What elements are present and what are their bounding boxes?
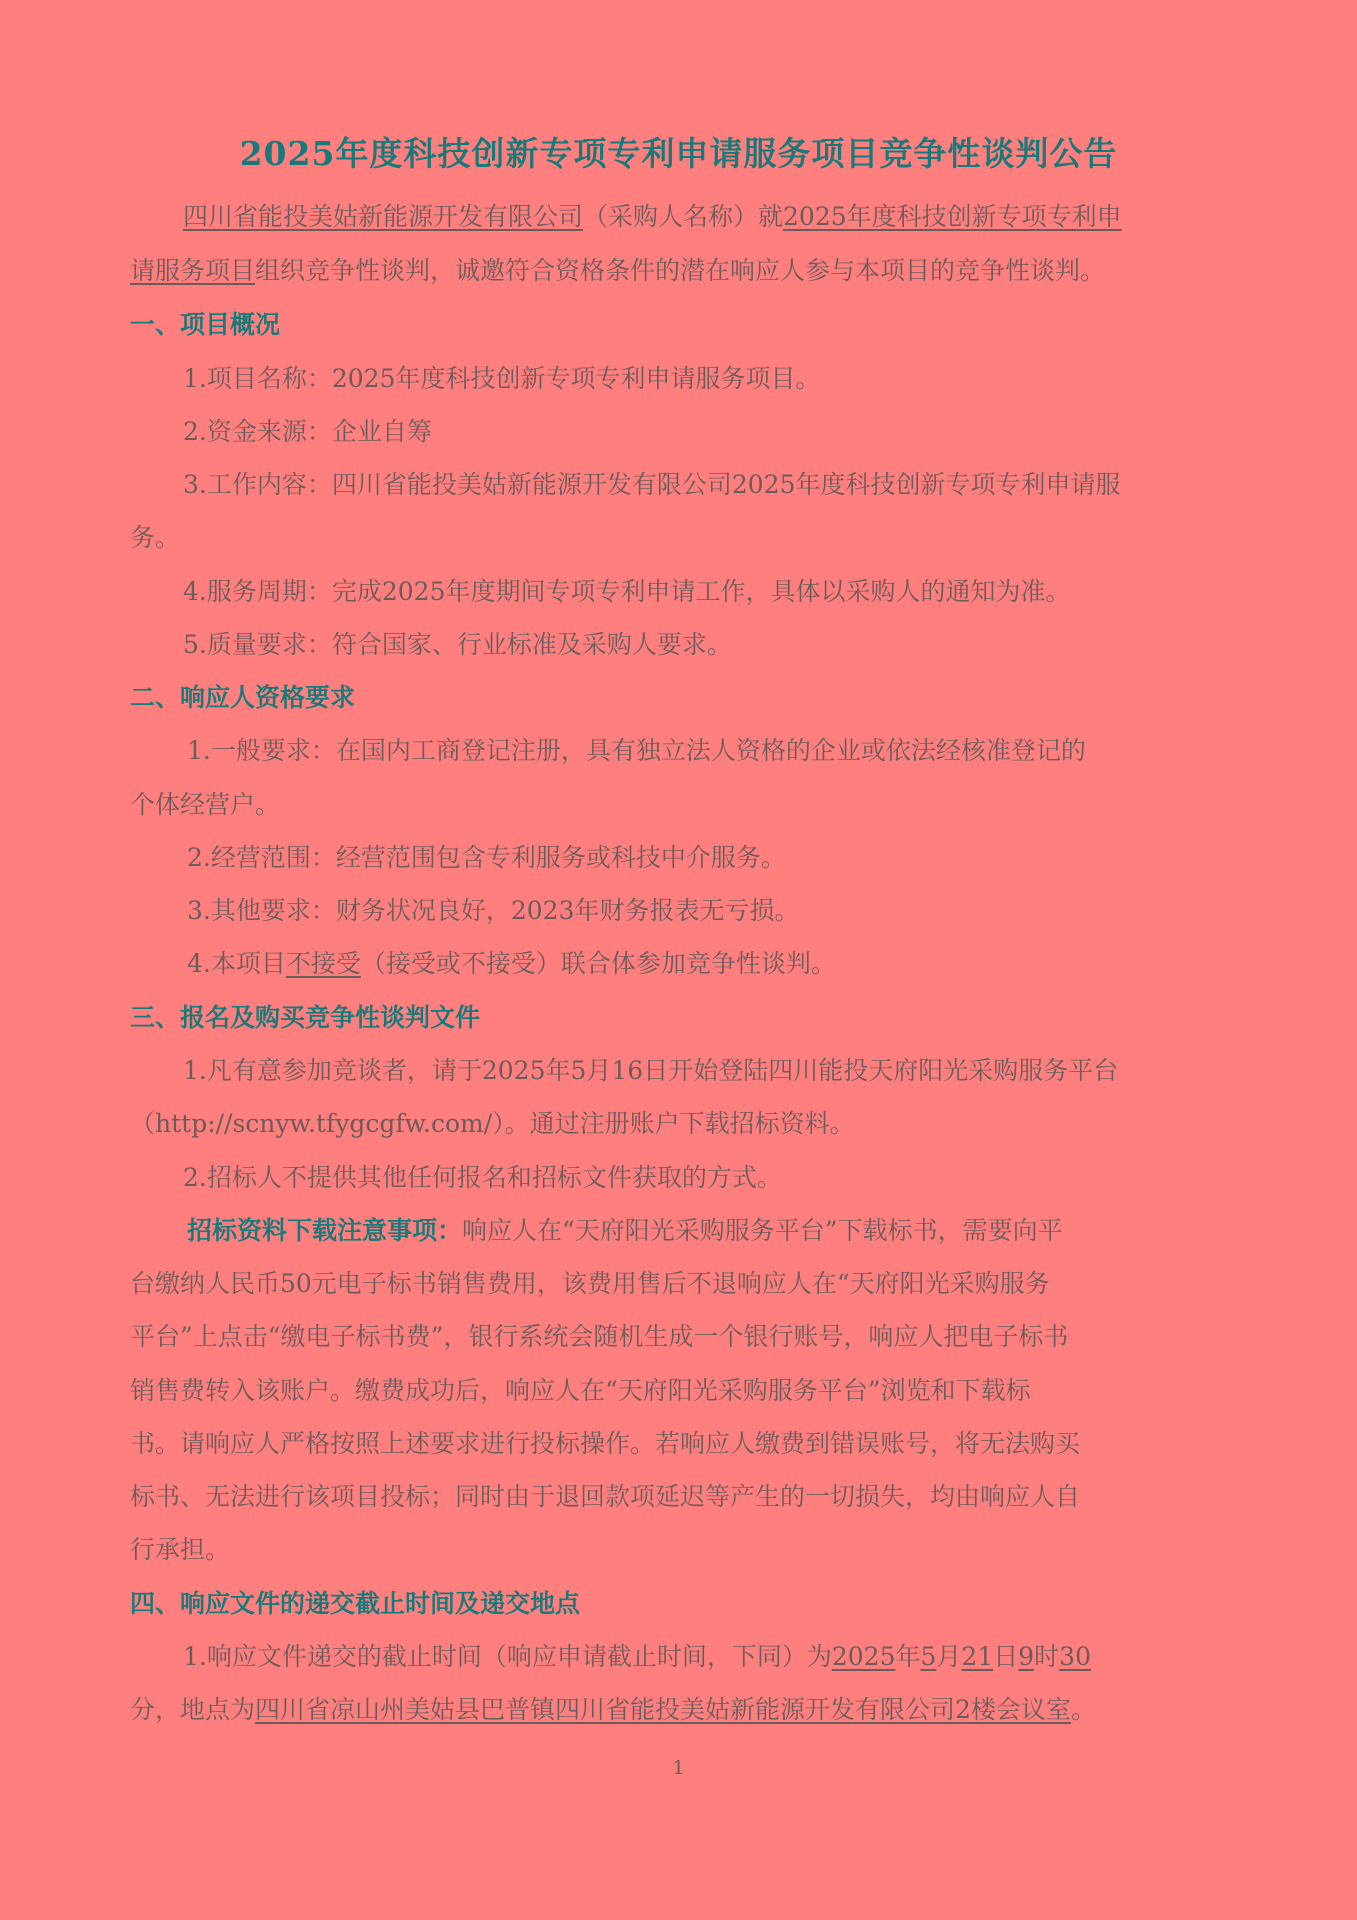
s1-item-3-line-2: 务。	[130, 523, 181, 552]
intro-line-1	[183, 200, 1122, 234]
download-note-line-4: 销售费转入该账户。缴费成功后，响应人在“天府阳光采购服务平台”浏览和下载标	[130, 1376, 1031, 1405]
intro-rest: 组织竞争性谈判，诚邀符合资格条件的潜在响应人参与本项目的竞争性谈判。	[255, 256, 1106, 285]
s1-item-4: 4.服务周期：完成2025年度期间专项专利申请工作，具体以采购人的通知为准。	[183, 577, 1071, 606]
page-number: 1	[672, 1757, 685, 1779]
s2-item-4-suffix: （接受或不接受）联合体参加竞争性谈判。	[360, 949, 836, 978]
deadline-month: 5	[920, 1642, 937, 1671]
download-note-line-3: 平台”上点击“缴电子标书费”，银行系统会随机生成一个银行账号，响应人把电子标书	[130, 1322, 1069, 1351]
hour-unit: 时	[1034, 1642, 1060, 1671]
purchaser-name: 四川省能投美姑新能源开发有限公司	[183, 202, 584, 231]
s1-item-3-line-1: 3.工作内容：四川省能投美姑新能源开发有限公司2025年度科技创新专项专利申请服	[183, 470, 1121, 499]
deadline-year: 2025	[831, 1642, 896, 1671]
page-title: 2025年度科技创新专项专利申请服务项目竞争性谈判公告	[239, 134, 1118, 173]
deadline-hour: 9	[1018, 1642, 1035, 1671]
location-suffix: 。	[1070, 1695, 1096, 1724]
day-unit: 日	[993, 1642, 1019, 1671]
s4-item-1-line-1	[183, 1640, 1091, 1674]
s3-item-2: 2.招标人不提供其他任何报名和招标文件获取的方式。	[183, 1163, 782, 1192]
year-unit: 年	[895, 1642, 921, 1671]
download-note-line-7: 行承担。	[130, 1535, 231, 1564]
download-note-line-6: 标书、无法进行该项目投标；同时由于退回款项延迟等产生的一切损失，均由响应人自	[130, 1482, 1081, 1511]
section-2-heading: 二、响应人资格要求	[130, 683, 356, 712]
s3-item-1-line-1: 1.凡有意参加竞谈者，请于2025年5月16日开始登陆四川能投天府阳光采购服务平台	[183, 1056, 1119, 1085]
s2-item-1-line-1: 1.一般要求：在国内工商登记注册，具有独立法人资格的企业或依法经核准登记的	[187, 736, 1086, 765]
month-unit: 月	[936, 1642, 962, 1671]
project-name-part-2: 请服务项目	[130, 256, 256, 285]
project-name-part-1: 2025年度科技创新专项专利申	[783, 202, 1122, 231]
section-4-heading: 四、响应文件的递交截止时间及递交地点	[130, 1589, 581, 1618]
section-1-heading: 一、项目概况	[130, 310, 281, 339]
intro-line-2	[130, 254, 1105, 288]
s2-item-3: 3.其他要求：财务状况良好，2023年财务报表无亏损。	[187, 896, 800, 925]
s1-item-5: 5.质量要求：符合国家、行业标准及采购人要求。	[183, 630, 732, 659]
s2-item-1-line-2: 个体经营户。	[130, 790, 281, 819]
location-prefix: 分，地点为	[130, 1695, 256, 1724]
consortium-value: 不接受	[285, 949, 361, 978]
s1-item-1: 1.项目名称：2025年度科技创新专项专利申请服务项目。	[183, 364, 821, 393]
download-note-text-1: 响应人在“天府阳光采购服务平台”下载标书，需要向平	[462, 1216, 1063, 1245]
section-3-heading: 三、报名及购买竞争性谈判文件	[130, 1003, 481, 1032]
s1-item-2: 2.资金来源：企业自筹	[183, 417, 432, 446]
download-note-line-1	[187, 1214, 1063, 1248]
download-note-line-5: 书。请响应人严格按照上述要求进行投标操作。若响应人缴费到错误账号，将无法购买	[130, 1429, 1081, 1458]
deadline-day: 21	[961, 1642, 994, 1671]
s4-item-1-line-2	[130, 1693, 1096, 1727]
s2-item-2: 2.经营范围：经营范围包含专利服务或科技中介服务。	[187, 843, 786, 872]
deadline-minute: 30	[1059, 1642, 1091, 1671]
s3-item-1-line-2: （http://scnyw.tfygcgfw.com/）。通过注册账户下载招标资料。	[130, 1109, 855, 1138]
submission-location: 四川省凉山州美姑县巴普镇四川省能投美姑新能源开发有限公司2楼会议室	[255, 1695, 1071, 1724]
s2-item-4	[187, 947, 836, 981]
download-note-label: 招标资料下载注意事项：	[187, 1216, 463, 1245]
s2-item-4-prefix: 4.本项目	[187, 949, 286, 978]
deadline-prefix: 1.响应文件递交的截止时间（响应申请截止时间，下同）为	[183, 1642, 832, 1671]
download-note-line-2: 台缴纳人民币50元电子标书销售费用，该费用售后不退响应人在“天府阳光采购服务	[130, 1269, 1050, 1298]
purchaser-note: （采购人名称）就	[583, 202, 784, 231]
